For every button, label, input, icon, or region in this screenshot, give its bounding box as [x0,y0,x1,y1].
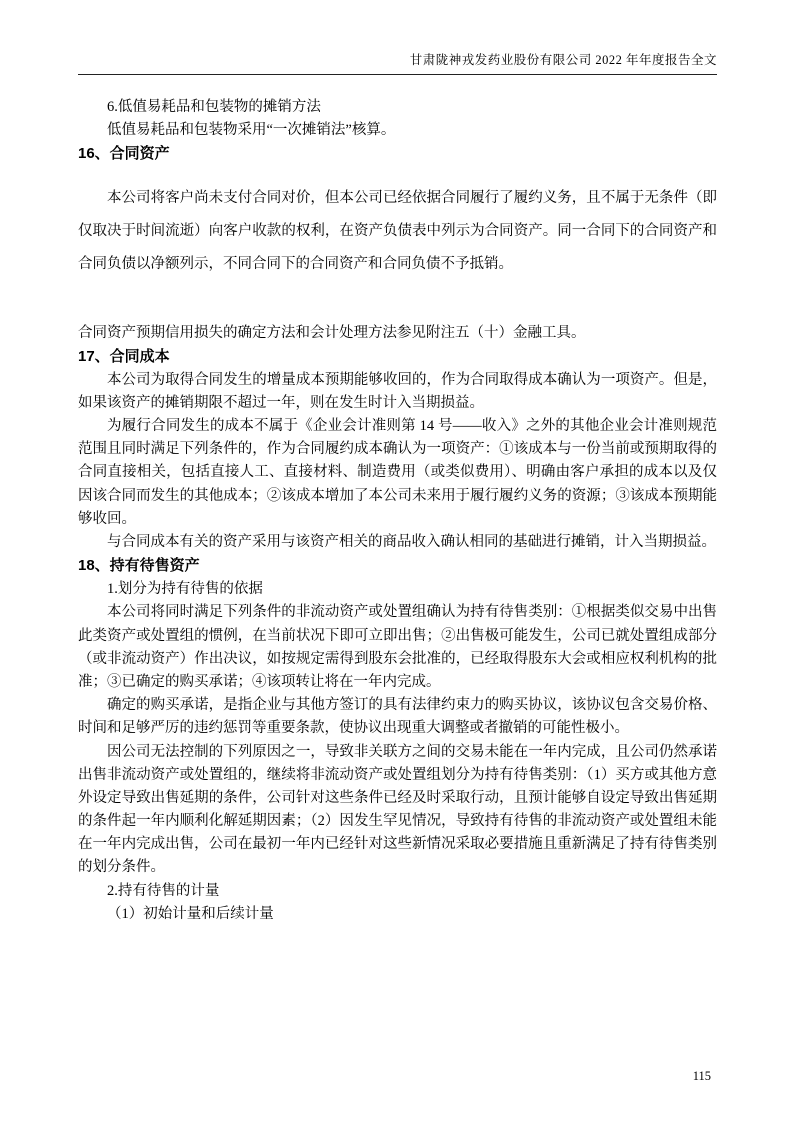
page-body [78,96,717,926]
paragraph-held-for-sale-conditions: 本公司将同时满足下列条件的非流动资产或处置组确认为持有待售类别：①根据类似交易中出售此类资产或处置组的惯例，在当前状况下即可立即出售；②出售极可能发生，公司已就处置组成部分（或非流动资产）作出决议，如按规定需得到股东会批准的，已经取得股东大会或相应权利机构的批准；③已确定的购买承诺；④该项转让将在一年内完成。 [78,604,717,690]
paragraph-contract-cost-amortization: 与合同成本有关的资产采用与该资产相关的商品收入确认相同的基础进行摊销，计入当期损益。 [107,534,716,551]
page-number: 115 [692,1069,711,1083]
list-item-amortization-method: 6.低值易耗品和包装物的摊销方法 [107,99,321,115]
subheading-held-for-sale-criteria: 1.划分为持有待售的依据 [107,581,263,598]
paragraph-contract-acquisition-costs: 本公司为取得合同发生的增量成本预期能够收回的，作为合同取得成本确认为一项资产。但是，如果该资产的摊销期限不超过一年，则在发生时计入当期损益。 [78,371,717,411]
paragraph-contract-assets-ecl-reference: 合同资产预期信用损失的确定方法和会计处理方法参见附注五（十）金融工具。 [78,324,586,341]
section-heading-18-held-for-sale: 18、持有待售资产 [78,557,200,575]
paragraph-purchase-commitment-definition: 确定的购买承诺，是指企业与其他方签订的具有法律约束力的购买协议，该协议包含交易价格、时间和足够严厉的违约惩罚等重要条款，使协议出现重大调整或者撤销的可能性极小。 [78,697,717,737]
subheading-held-for-sale-measurement: 2.持有待售的计量 [107,882,220,899]
paragraph-sale-delay-exceptions: 因公司无法控制的下列原因之一，导致非关联方之间的交易未能在一年内完成，且公司仍然承诺出售非流动资产或处置组的，继续将非流动资产或处置组划分为持有待售类别：（1）买方或其他方意外设定导致出售延期的条件，公司针对这些条件已经及时采取行动，且预计能够自设定导致出售延期的条件起一年内顺利化解延期因素；（2）因发生罕见情况，导致持有待售的非流动资产或处置组未能在一年内完成出售，公司在最初一年内已经针对这些新情况采取必要措施且重新满足了持有待售类别的划分条件。 [78,743,717,876]
paragraph-contract-fulfilment-costs: 为履行合同发生的成本不属于《企业会计准则第 14 号——收入》之外的其他企业会计准则规范范围且同时满足下列条件的，作为合同履约成本确认为一项资产：①该成本与一份当前或预期取得的合同直接相关，包括直接人工、直接材料、制造费用（或类似费用）、明确由客户承担的成本以及仅因该合同而发生的其他成本；②该成本增加了本公司未来用于履行履约义务的资源；③该成本预期能够收回。 [78,418,717,527]
paragraph-contract-assets-definition: 本公司将客户尚未支付合同对价，但本公司已经依据合同履行了履约义务，且不属于无条件（即仅取决于时间流逝）向客户收款的权利，在资产负债表中列示为合同资产。同一合同下的合同资产和合同负债以净额列示，不同合同下的合同资产和合同负债不予抵销。 [78,190,717,273]
page-header-title: 甘肃陇神戎发药业股份有限公司 2022 年年度报告全文 [409,53,717,67]
list-item-amortization-note: 低值易耗品和包装物采用“一次摊销法”核算。 [107,122,396,139]
section-heading-16-contract-assets: 16、合同资产 [78,145,170,163]
subheading-initial-subsequent-measurement: （1）初始计量和后续计量 [107,905,274,922]
header-divider [78,74,717,75]
section-heading-17-contract-costs: 17、合同成本 [78,347,170,365]
